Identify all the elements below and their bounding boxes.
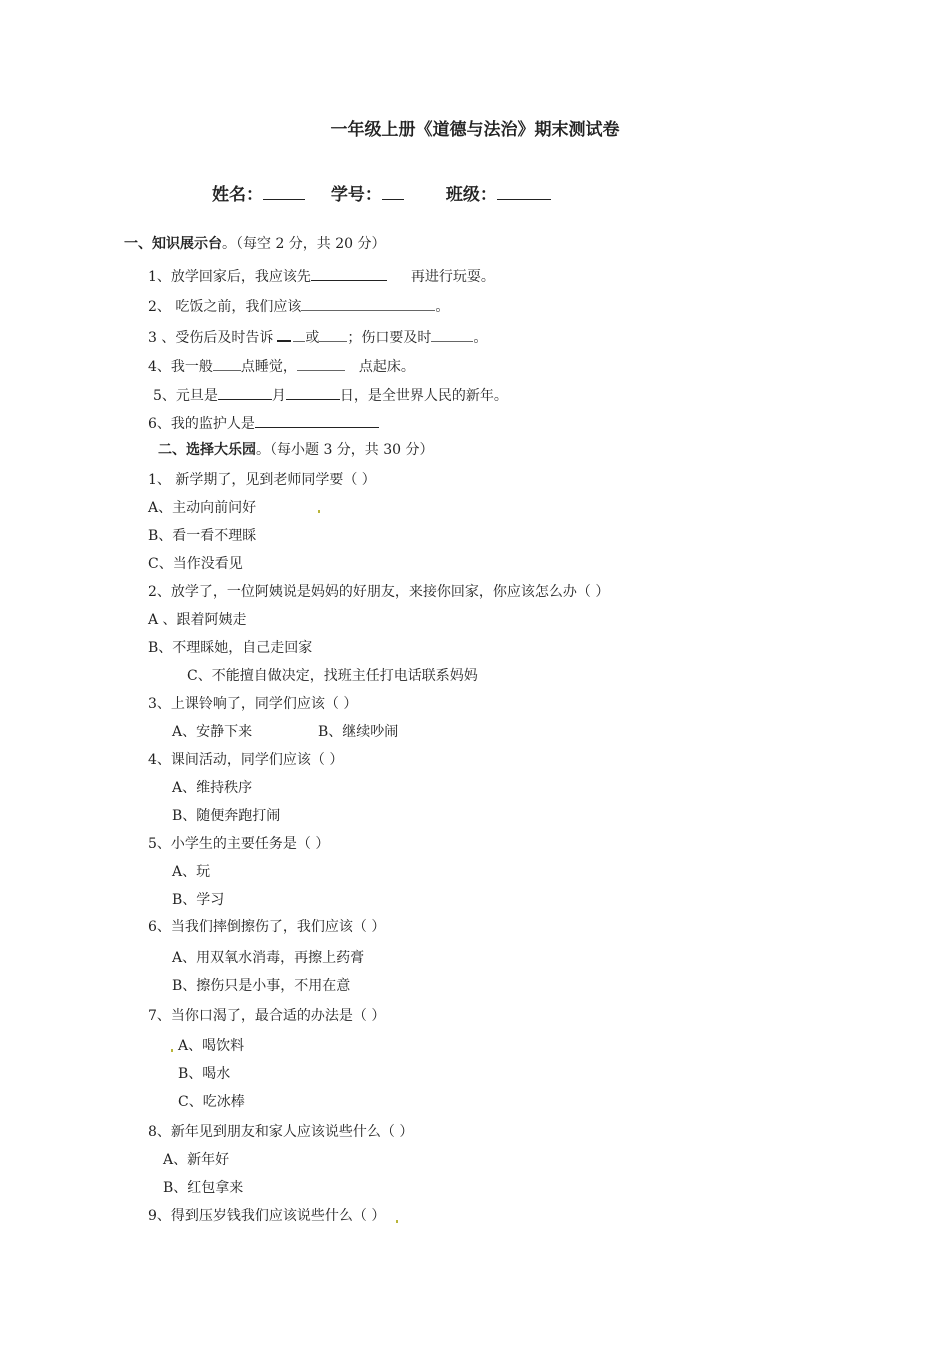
s1-q5-blank-2[interactable]	[286, 385, 340, 400]
s1-q4-text-end: 点起床。	[358, 359, 415, 375]
s1-q1-blank[interactable]	[311, 266, 387, 281]
s2-q7-option-a[interactable]: A、喝饮料	[178, 1038, 245, 1054]
page-title: 一年级上册《道德与法治》期末测试卷	[330, 120, 620, 140]
section-2-heading-line	[158, 441, 434, 459]
s2-question-2: 2、放学了，一位阿姨说是妈妈的好朋友，来接你回家，你应该怎么办（ ）	[148, 584, 610, 600]
section-1-note: 。（每空 2 分，共 20 分）	[222, 236, 386, 252]
s2-question-9: 9、得到压岁钱我们应该说些什么（ ）	[148, 1208, 386, 1224]
s2-q3-option-a[interactable]: A、安静下来	[172, 724, 253, 740]
s1-q3-text: 3 、受伤后及时告诉	[148, 330, 274, 346]
s2-q6-option-b[interactable]: B、擦伤只是小事，不用在意	[172, 978, 351, 994]
s2-q5-option-a[interactable]: A、玩	[172, 864, 211, 880]
s1-q4-blank-2[interactable]	[297, 357, 345, 371]
s1-question-3	[148, 327, 487, 347]
s2-question-6: 6、当我们摔倒擦伤了，我们应该（ ）	[148, 919, 386, 935]
s2-q8-option-a[interactable]: A、新年好	[163, 1152, 230, 1168]
scan-mark	[171, 1049, 173, 1052]
s2-q2-option-c[interactable]: C、不能擅自做决定，找班主任打电话联系妈妈	[187, 668, 478, 684]
s2-q4-option-b[interactable]: B、随便奔跑打闹	[172, 808, 281, 824]
s1-q3-text-end: 。	[473, 330, 488, 346]
s2-question-3: 3、上课铃响了，同学们应该（ ）	[148, 696, 358, 712]
student-info-row	[212, 180, 551, 205]
s1-q2-text-end: 。	[435, 299, 450, 315]
s2-q7-option-b[interactable]: B、喝水	[178, 1066, 231, 1082]
id-blank[interactable]	[382, 185, 404, 200]
s1-q3-blank-1[interactable]	[277, 327, 291, 342]
s1-q4-text-2: 点睡觉，	[240, 359, 297, 375]
name-label: 姓名：	[212, 185, 263, 205]
scan-mark	[396, 1220, 398, 1223]
s1-question-4	[148, 357, 415, 376]
s2-question-8: 8、新年见到朋友和家人应该说些什么（ ）	[148, 1124, 414, 1140]
s1-question-6	[148, 413, 379, 433]
s1-q6-blank[interactable]	[255, 413, 379, 428]
s1-q5-blank-1[interactable]	[218, 385, 272, 400]
s1-q4-text: 4、我一般	[148, 359, 213, 375]
class-blank[interactable]	[497, 185, 551, 200]
s1-q3-or: 或	[305, 330, 320, 346]
s1-q5-month: 月	[271, 388, 286, 404]
id-label: 学号：	[330, 185, 382, 205]
s2-q1-option-a[interactable]: A、主动向前问好	[148, 500, 257, 516]
s1-question-5	[153, 385, 508, 405]
s2-q7-option-c[interactable]: C、吃冰棒	[178, 1094, 245, 1110]
s1-question-1	[148, 266, 495, 286]
s2-question-5: 5、小学生的主要任务是（ ）	[148, 836, 330, 852]
s2-q2-option-a[interactable]: A 、跟着阿姨走	[148, 612, 247, 628]
s2-q3-option-b[interactable]: B、继续吵闹	[318, 724, 399, 740]
section-1-heading: 一、知识展示台	[124, 236, 222, 252]
s1-q3-blank-2[interactable]	[319, 328, 347, 342]
s1-q1-text: 1、放学回家后，我应该先	[148, 269, 311, 285]
s1-q2-text: 2、 吃饭之前，我们应该	[148, 299, 302, 315]
s2-q4-option-a[interactable]: A、维持秩序	[172, 780, 253, 796]
s2-question-7: 7、当你口渴了，最合适的办法是（ ）	[148, 1008, 386, 1024]
s1-question-2	[148, 297, 449, 316]
name-blank[interactable]	[263, 185, 305, 200]
s1-q3-blank-3[interactable]	[431, 328, 473, 342]
s1-q6-text: 6、我的监护人是	[148, 416, 255, 432]
s1-q3-text-2: ；伤口要及时	[347, 330, 432, 346]
s2-q1-option-c[interactable]: C、当作没看见	[148, 556, 243, 572]
s2-q8-option-b[interactable]: B、红包拿来	[163, 1180, 244, 1196]
s1-q5-text: 5、元旦是	[153, 388, 218, 404]
section-1-heading-line	[124, 235, 386, 253]
s1-q2-blank[interactable]	[301, 297, 435, 311]
s2-q2-option-b[interactable]: B、不理睬她，自己走回家	[148, 640, 313, 656]
s1-q1-text-end: 再进行玩耍。	[410, 269, 495, 285]
s2-question-4: 4、课间活动，同学们应该（ ）	[148, 752, 344, 768]
class-label: 班级：	[445, 185, 497, 205]
section-2-heading: 二、选择大乐园	[158, 442, 256, 458]
s1-q3-blank-1b[interactable]	[293, 328, 305, 342]
scan-mark	[318, 510, 320, 513]
s2-question-1: 1、 新学期了，见到老师同学要（ ）	[148, 472, 376, 488]
s1-q4-blank-1[interactable]	[213, 357, 241, 371]
section-2-note: 。（每小题 3 分，共 30 分）	[256, 442, 434, 458]
s2-q5-option-b[interactable]: B、学习	[172, 892, 225, 908]
s2-q1-option-b[interactable]: B、看一看不理睬	[148, 528, 257, 544]
s2-q6-option-a[interactable]: A、用双氧水消毒，再擦上药膏	[172, 950, 365, 966]
s1-q5-text-end: 日，是全世界人民的新年。	[339, 388, 508, 404]
